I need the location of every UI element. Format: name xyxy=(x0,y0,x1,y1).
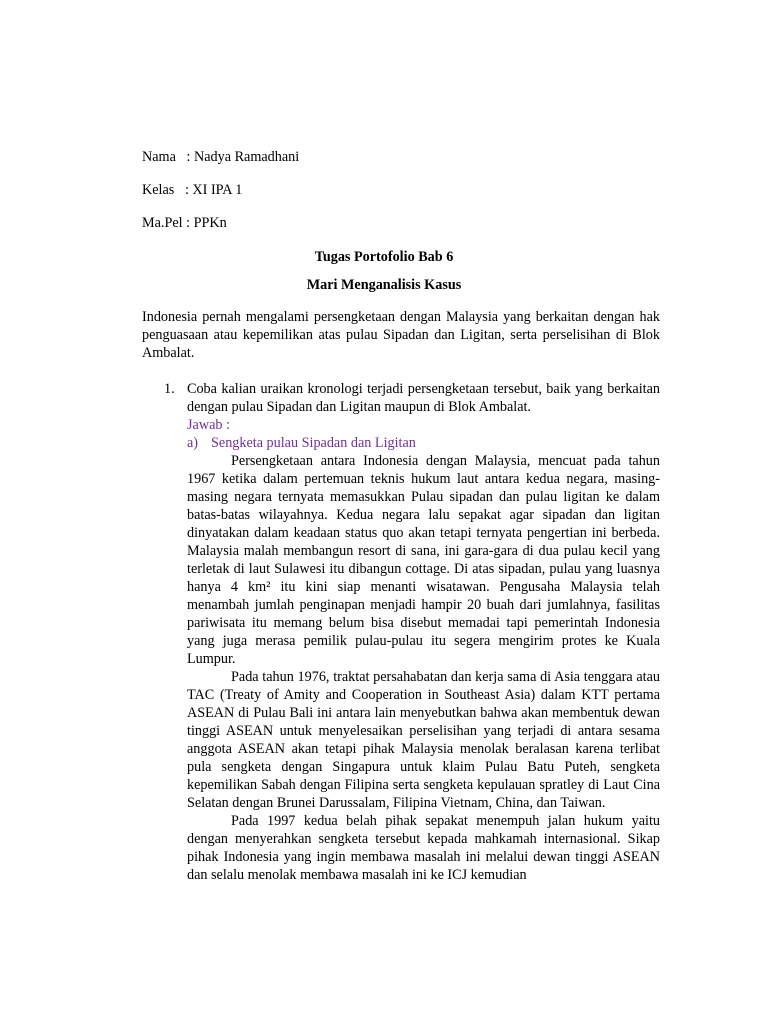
intro-paragraph: Indonesia pernah mengalami persengketaan dengan Malaysia yang berkaitan dengan hak penguasaan atau kepemilikan atas pulau Sipadan dan Ligitan, serta perselisihan di Blok Ambalat. xyxy=(142,309,660,361)
answer-body xyxy=(187,452,660,884)
subject: Ma.Pel : PPKn xyxy=(142,215,227,231)
body-paragraph: Pada tahun 1976, traktat persahabatan dan kerja sama di Asia tenggara atau TAC (Treaty of Amity and Cooperation in Southeast Asia) dalam KTT pertama ASEAN di Pulau Bali ini antara lain menyebutkan bahwa akan membentuk dewan tinggi ASEAN untuk menyelesaikan perselisihan yang terjadi di antara sesama anggota ASEAN akan tetapi pihak Malaysia menolak beralasan karena terlibat pula sengketa dengan Singapura untuk klaim Pulau Batu Puteh, sengketa kepemilikan Sabah dengan Filipina serta sengketa kepulauan spratley di Laut Cina Selatan dengan Brunei Darussalam, Filipina Vietnam, China, dan Taiwan. xyxy=(187,669,660,811)
sub-heading xyxy=(187,434,660,452)
body-paragraph: Persengketaan antara Indonesia dengan Malaysia, mencuat pada tahun 1967 ketika dalam pertemuan teknis hukum laut antara kedua negara, masing-masing negara ternyata memasukkan Pulau sipadan dan pulau ligitan ke dalam batas-batas wilayahnya. Kedua negara lalu sepakat agar sipadan dan ligitan dinyatakan dalam keadaan status quo akan tetapi ternyata pengertian ini berbeda. Malaysia malah membangun resort di sana, ini gara-gara di dua pulau kecil yang terletak di laut Sulawesi itu dibangun cottage. Di atas sipadan, pulau yang luasnya hanya 4 km² itu kini siap menanti wisatawan. Pengusaha Malaysia telah menambah jumlah penginapan menjadi hampir 20 buah dari jumlahnya, fasilitas pariwisata itu memang belum bisa disebut memadai tapi pemerintah Indonesia yang juga merasa pemilik pulau-pulau itu segera mengirim protes ke Kuala Lumpur. xyxy=(187,453,660,667)
answer-label: Jawab : xyxy=(187,417,230,433)
student-name: Nama : Nadya Ramadhani xyxy=(142,149,300,165)
student-class: Kelas : XI IPA 1 xyxy=(142,182,243,198)
document-title: Tugas Portofolio Bab 6 xyxy=(314,249,454,265)
sub-heading-marker: a) xyxy=(187,435,199,451)
question-text: Coba kalian uraikan kronologi terjadi persengketaan tersebut, baik yang berkaitan dengan pulau Sipadan dan Ligitan maupun di Blok Ambalat. xyxy=(187,381,660,415)
document-subtitle: Mari Menganalisis Kasus xyxy=(306,277,462,293)
sub-heading-text: Sengketa pulau Sipadan dan Ligitan xyxy=(211,435,416,451)
body-paragraph: Pada 1997 kedua belah pihak sepakat menempuh jalan hukum yaitu dengan menyerahkan sengketa tersebut kepada mahkamah internasional. Sikap pihak Indonesia yang ingin membawa masalah ini melalui dewan tinggi ASEAN dan selalu menolak membawa masalah ini ke ICJ kemudian xyxy=(187,813,660,883)
question-number: 1. xyxy=(164,381,175,397)
